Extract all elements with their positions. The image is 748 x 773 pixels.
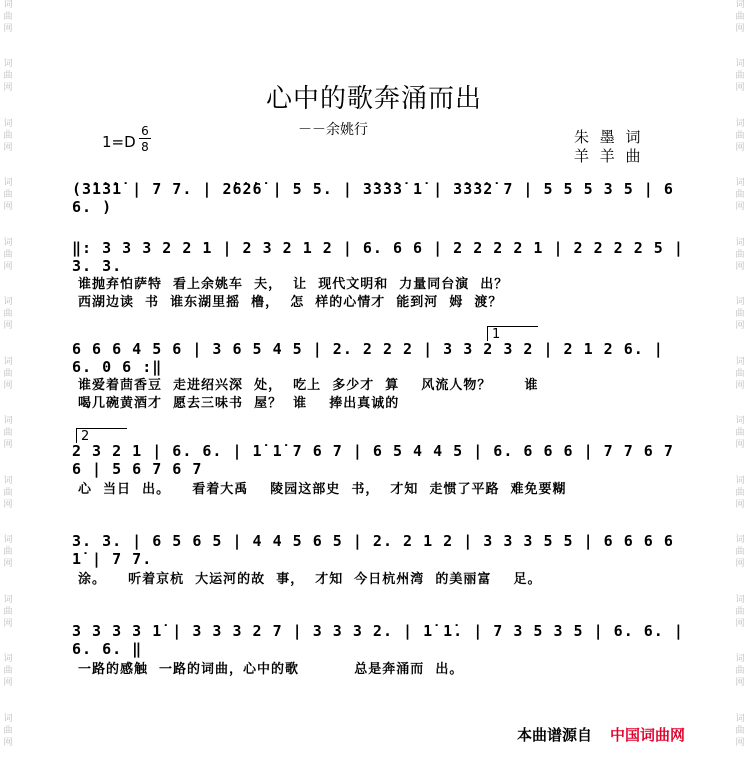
watermark-char: 网 (3, 142, 13, 153)
watermark-char: 曲 (735, 428, 745, 439)
watermark-char: 词 (3, 475, 13, 486)
watermark-left (1, 0, 15, 773)
lyric-verse-1: 涂。 听着京杭 大运河的故 事， 才知 今日杭州湾 的美丽富 足。 (78, 572, 542, 587)
watermark-char: 词 (735, 178, 745, 189)
lyricist-credit: 朱 墨 词 (574, 128, 644, 146)
watermark-char: 曲 (735, 606, 745, 617)
watermark-char: 词 (735, 654, 745, 665)
notation-row: (3̇1̇3̇1̇ | 7 7. | 2̇6̇2̇6̇ | 5 5. | 3̇3̇3̇3̇ 1̇ | 3̇3̇3̇2̇ 7 | 5 5 5 3 5 | 6 6. ) (72, 180, 674, 216)
watermark-char: 词 (735, 237, 745, 248)
watermark-char: 网 (3, 321, 13, 332)
watermark-char: 曲 (735, 190, 745, 201)
watermark-char: 网 (3, 202, 13, 213)
watermark-char: 词 (735, 416, 745, 427)
watermark-right (733, 0, 747, 773)
score-line-4 (72, 442, 690, 498)
watermark-char: 词 (3, 118, 13, 129)
composer-credit: 羊 羊 曲 (574, 147, 644, 165)
watermark-char: 网 (3, 618, 13, 629)
watermark-char: 词 (3, 178, 13, 189)
notation-row: 6 6 6 4 5 6 | 3 6 5 4 5 | 2. 2 2 2 | 3 3 2 3 2 | 2 1 2 6. | 6. 0 6 :‖ (72, 340, 664, 376)
watermark-char: 词 (735, 594, 745, 605)
watermark-char: 词 (735, 118, 745, 129)
notation-row: 2 3 2 1 | 6. 6. | 1̇ 1̇ 7 6 7 | 6 5 4 4 5 | 6. 6 6 6 | 7 7 6 7 6 | 5 6 7 6 7 (72, 442, 674, 478)
credits (574, 128, 644, 166)
volta-2-label: 2 (81, 429, 90, 444)
watermark-char: 网 (735, 678, 745, 689)
lyric-verse-1: 谁抛弃怕萨特 看上余姚车 夫， 让 现代文明和 力量同台演 出？ (78, 277, 509, 292)
key-signature: 1=D (102, 133, 136, 151)
watermark-char: 曲 (3, 309, 13, 320)
watermark-char: 曲 (735, 130, 745, 141)
volta-1-label: 1 (492, 327, 501, 342)
source-site-link[interactable]: 中国词曲网 (610, 726, 686, 744)
volta-2 (76, 428, 127, 443)
notation-row: 3. 3. | 6 5 6 5 | 4 4 5 6 5 | 2. 2 1 2 | 3 3 3 5 5 | 6 6 6 6 1̇ | 7 7. (72, 532, 674, 568)
watermark-char: 网 (3, 737, 13, 748)
watermark-char: 网 (735, 261, 745, 272)
score-line-6 (72, 622, 690, 678)
source-label: 本曲谱源自 (517, 726, 593, 744)
meter-top: 6 (141, 124, 149, 138)
watermark-char: 词 (735, 59, 745, 70)
lyric-verse-1: 谁爱着茴香豆 走进绍兴深 处， 吃上 多少才 算 风流人物？ 谁 (78, 378, 539, 393)
watermark-char: 词 (3, 356, 13, 367)
volta-1 (487, 326, 538, 341)
watermark-char: 曲 (3, 547, 13, 558)
watermark-char: 曲 (3, 428, 13, 439)
watermark-char: 网 (3, 678, 13, 689)
lyric-verse-2: 喝几碗黄酒才 愿去三味书 屋？ 谁 捧出真诚的 (78, 396, 400, 411)
watermark-char: 曲 (3, 487, 13, 498)
watermark-char: 词 (735, 0, 745, 10)
watermark-char: 曲 (735, 666, 745, 677)
watermark-char: 网 (735, 380, 745, 391)
watermark-char: 词 (735, 297, 745, 308)
watermark-char: 网 (3, 83, 13, 94)
watermark-char: 网 (3, 380, 13, 391)
watermark-char: 网 (3, 559, 13, 570)
watermark-char: 词 (3, 237, 13, 248)
watermark-char: 曲 (735, 725, 745, 736)
watermark-char: 网 (735, 440, 745, 451)
watermark-char: 网 (735, 559, 745, 570)
watermark-char: 曲 (735, 71, 745, 82)
watermark-char: 曲 (3, 12, 13, 22)
watermark-char: 网 (735, 618, 745, 629)
watermark-char: 网 (3, 24, 13, 34)
watermark-char: 曲 (3, 130, 13, 141)
source-credit (517, 724, 685, 745)
watermark-char: 词 (3, 713, 13, 724)
notation-row: 3 3 3 3 1̇ | 3 3 3 2 7 | 3 3 3 2. | 1̇ 1̇. | 7 3 5 3 5 | 6. 6. | 6. 6. ‖ (72, 622, 684, 658)
watermark-char: 词 (3, 297, 13, 308)
watermark-char: 曲 (3, 249, 13, 260)
watermark-char: 词 (3, 654, 13, 665)
watermark-char: 词 (3, 59, 13, 70)
watermark-char: 词 (735, 356, 745, 367)
watermark-char: 词 (735, 475, 745, 486)
watermark-char: 网 (735, 737, 745, 748)
lyric-verse-2: 西湖边读 书 谁东湖里摇 橹， 怎 样的心情才 能到河 姆 渡？ (78, 295, 503, 310)
watermark-char: 曲 (735, 487, 745, 498)
watermark-char: 网 (735, 142, 745, 153)
watermark-char: 网 (3, 499, 13, 510)
score-line-1 (72, 180, 690, 216)
watermark-char: 网 (735, 83, 745, 94)
watermark-char: 曲 (735, 547, 745, 558)
watermark-char: 网 (735, 24, 745, 34)
song-title: 心中的歌奔涌而出 (265, 84, 482, 114)
watermark-char: 词 (3, 594, 13, 605)
meter-divider (139, 138, 151, 139)
score-line-3 (72, 340, 690, 414)
song-subtitle: －－余姚行 (298, 122, 368, 138)
watermark-char: 词 (3, 0, 13, 10)
watermark-char: 曲 (735, 309, 745, 320)
watermark-char: 曲 (3, 606, 13, 617)
watermark-char: 网 (735, 202, 745, 213)
lyric-verse-1: 一路的感触 一路的词曲，心中的歌 总是奔涌而 出。 (78, 662, 464, 677)
watermark-char: 网 (3, 261, 13, 272)
watermark-char: 曲 (3, 190, 13, 201)
watermark-char: 曲 (735, 249, 745, 260)
watermark-char: 网 (735, 321, 745, 332)
watermark-char: 曲 (3, 368, 13, 379)
watermark-char: 曲 (735, 12, 745, 22)
watermark-char: 词 (735, 535, 745, 546)
notation-row: ‖: 3 3 3 2 2 1 | 2 3 2 1 2 | 6. 6 6 | 2 2 2 2 1 | 2 2 2 2 5 | 3. 3. (72, 239, 684, 275)
watermark-char: 曲 (3, 725, 13, 736)
lyric-verse-1: 心 当日 出。 看着大禹 陵园这部史 书， 才知 走惯了平路 难免要糊 (78, 482, 567, 497)
time-signature (139, 124, 151, 154)
score-line-2 (72, 239, 690, 313)
watermark-char: 曲 (3, 71, 13, 82)
score-line-5 (72, 532, 690, 588)
watermark-char: 曲 (3, 666, 13, 677)
watermark-char: 词 (735, 713, 745, 724)
watermark-char: 词 (3, 535, 13, 546)
watermark-char: 网 (3, 440, 13, 451)
watermark-char: 网 (735, 499, 745, 510)
watermark-char: 曲 (735, 368, 745, 379)
watermark-char: 词 (3, 416, 13, 427)
meter-bottom: 8 (141, 140, 149, 154)
